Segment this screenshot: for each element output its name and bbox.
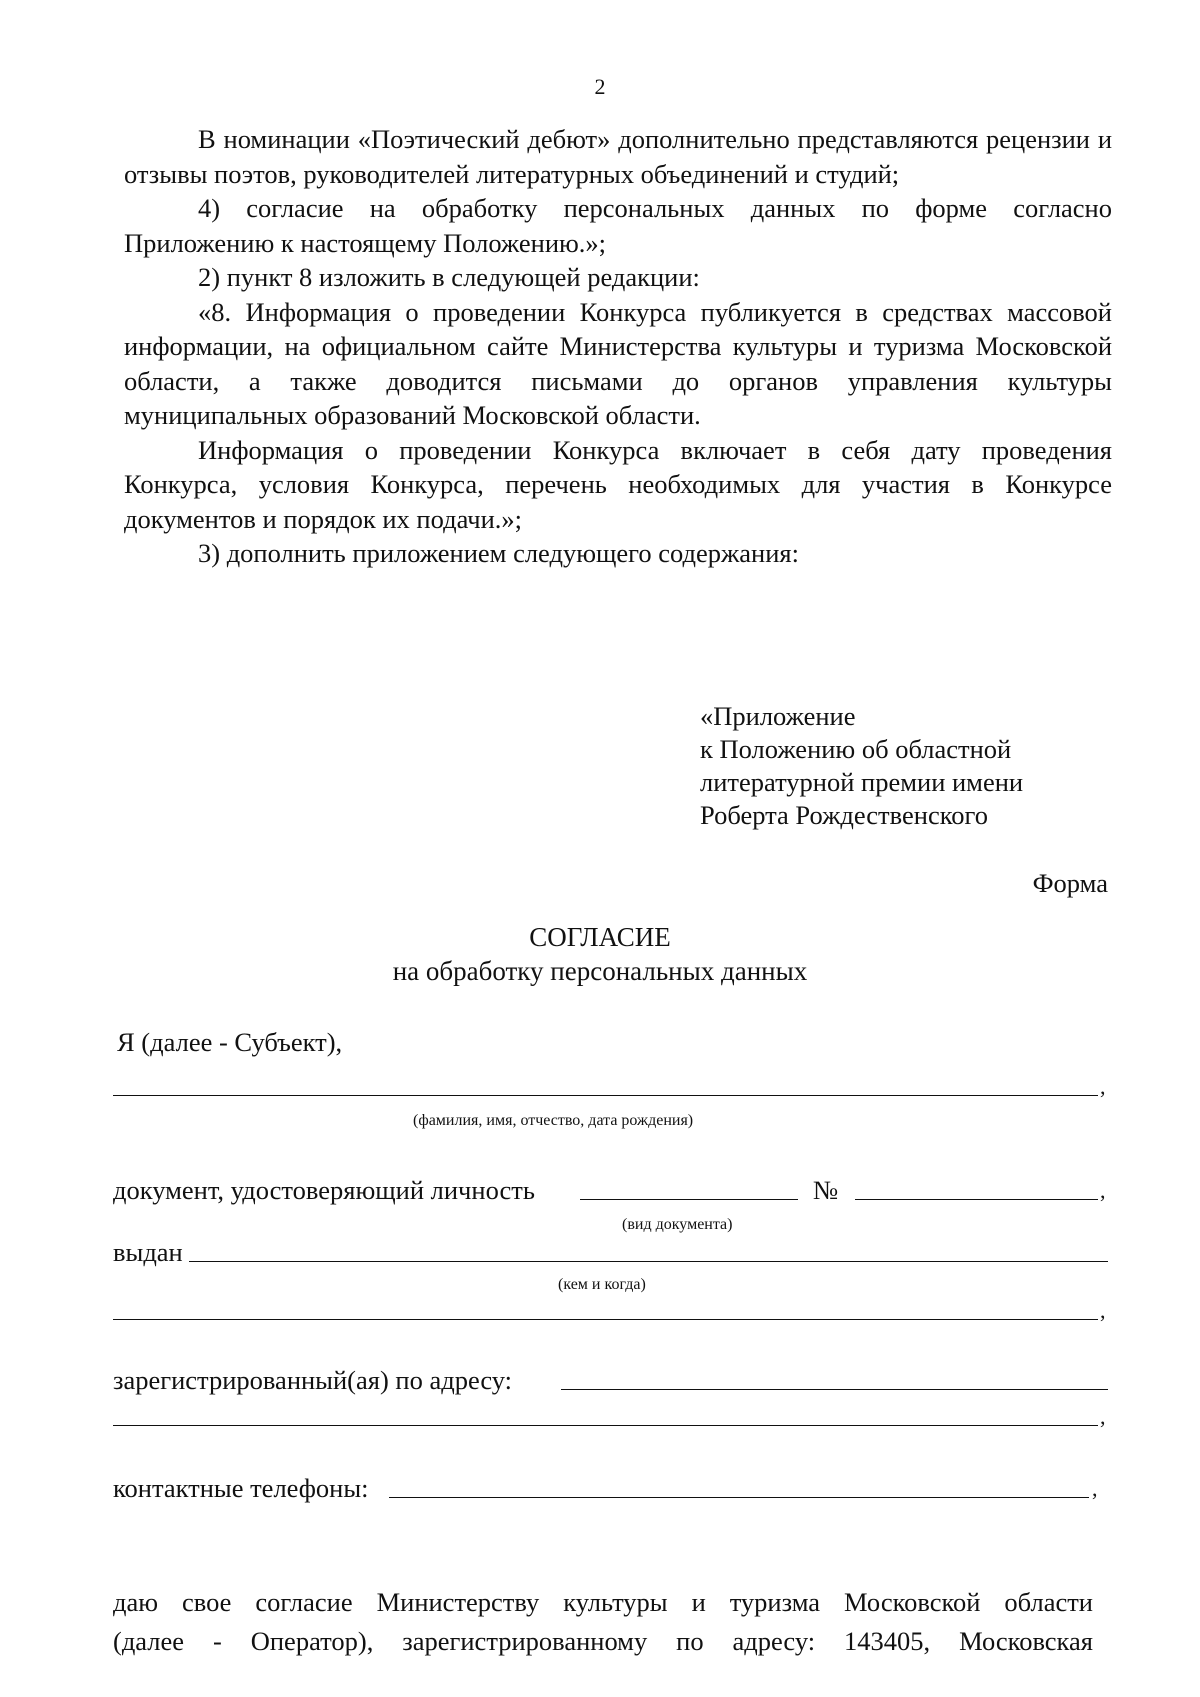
comma: , (1092, 1476, 1098, 1501)
issued-continuation-row (113, 1292, 1108, 1332)
document-number-field[interactable] (855, 1199, 1098, 1200)
appendix-heading-line: Роберта Рождественского (700, 800, 988, 830)
fio-row (113, 1068, 1108, 1108)
address-continuation-row (113, 1398, 1108, 1438)
comma: , (1100, 1074, 1106, 1099)
issued-field[interactable] (189, 1261, 1108, 1262)
address-continuation-field[interactable] (113, 1425, 1098, 1426)
paragraph-poetic-debut: В номинации «Поэтический дебют» дополнительно представляются рецензии и отзывы поэтов, руководителей литературных объединений и студий; (124, 124, 1112, 189)
paragraph-point-8-intro: 2) пункт 8 изложить в следующей редакции: (198, 262, 700, 292)
issued-hint: (кем и когда) (558, 1276, 646, 1293)
phones-row (113, 1468, 1108, 1508)
address-field[interactable] (561, 1389, 1108, 1390)
body-text (124, 122, 1112, 571)
document-number-sign: № (813, 1175, 839, 1205)
issued-label: выдан (113, 1237, 183, 1267)
issued-row (113, 1232, 1108, 1272)
document-type-hint: (вид документа) (622, 1216, 733, 1233)
consent-text-line: (далее - Оператор), зарегистрированному по адресу: 143405, Московская (113, 1626, 1093, 1656)
address-row (113, 1360, 1108, 1400)
subject-label: Я (далее - Субъект), (117, 1027, 343, 1057)
title-main: СОГЛАСИЕ (529, 922, 671, 952)
fio-field[interactable] (113, 1095, 1098, 1096)
document-title (0, 920, 1200, 988)
appendix-heading-line: к Положению об областной (700, 734, 1012, 764)
document-row (113, 1170, 1108, 1210)
document-label: документ, удостоверяющий личность (113, 1175, 535, 1205)
paragraph-consent-item: 4) согласие на обработку персональных данных по форме согласно Приложению к настоящему Положению.»; (124, 193, 1112, 258)
document-type-field[interactable] (580, 1199, 798, 1200)
fio-hint: (фамилия, имя, отчество, дата рождения) (413, 1112, 694, 1129)
issued-continuation-field[interactable] (113, 1319, 1098, 1320)
comma: , (1100, 1298, 1106, 1323)
appendix-heading (700, 700, 1023, 832)
title-sub: на обработку персональных данных (392, 956, 808, 986)
appendix-heading-line: «Приложение (700, 701, 856, 731)
comma: , (1100, 1404, 1106, 1429)
subject-row (113, 1020, 1108, 1060)
address-label: зарегистрированный(ая) по адресу: (113, 1365, 513, 1395)
appendix-heading-line: литературной премии имени (700, 767, 1024, 797)
form-label: Форма (1032, 868, 1108, 898)
paragraph-add-appendix: 3) дополнить приложением следующего содержания: (198, 538, 799, 568)
consent-text-line: даю свое согласие Министерству культуры и туризма Московской области (113, 1587, 1093, 1617)
consent-text (113, 1583, 1093, 1661)
phones-field[interactable] (389, 1497, 1089, 1498)
page-number: 2 (594, 74, 606, 99)
paragraph-point-8: «8. Информация о проведении Конкурса публикуется в средствах массовой информации, на официальном сайте Министерства культуры и туризма Московской области, а также доводится письмами до органов управления культуры муниципальных образований Московской области. (124, 296, 1112, 430)
comma: , (1100, 1178, 1106, 1203)
phones-label: контактные телефоны: (113, 1473, 369, 1503)
paragraph-contest-info: Информация о проведении Конкурса включает в себя дату проведения Конкурса, условия Конкурса, перечень необходимых для участия в Конкурсе документов и порядок их подачи.»; (124, 434, 1112, 534)
